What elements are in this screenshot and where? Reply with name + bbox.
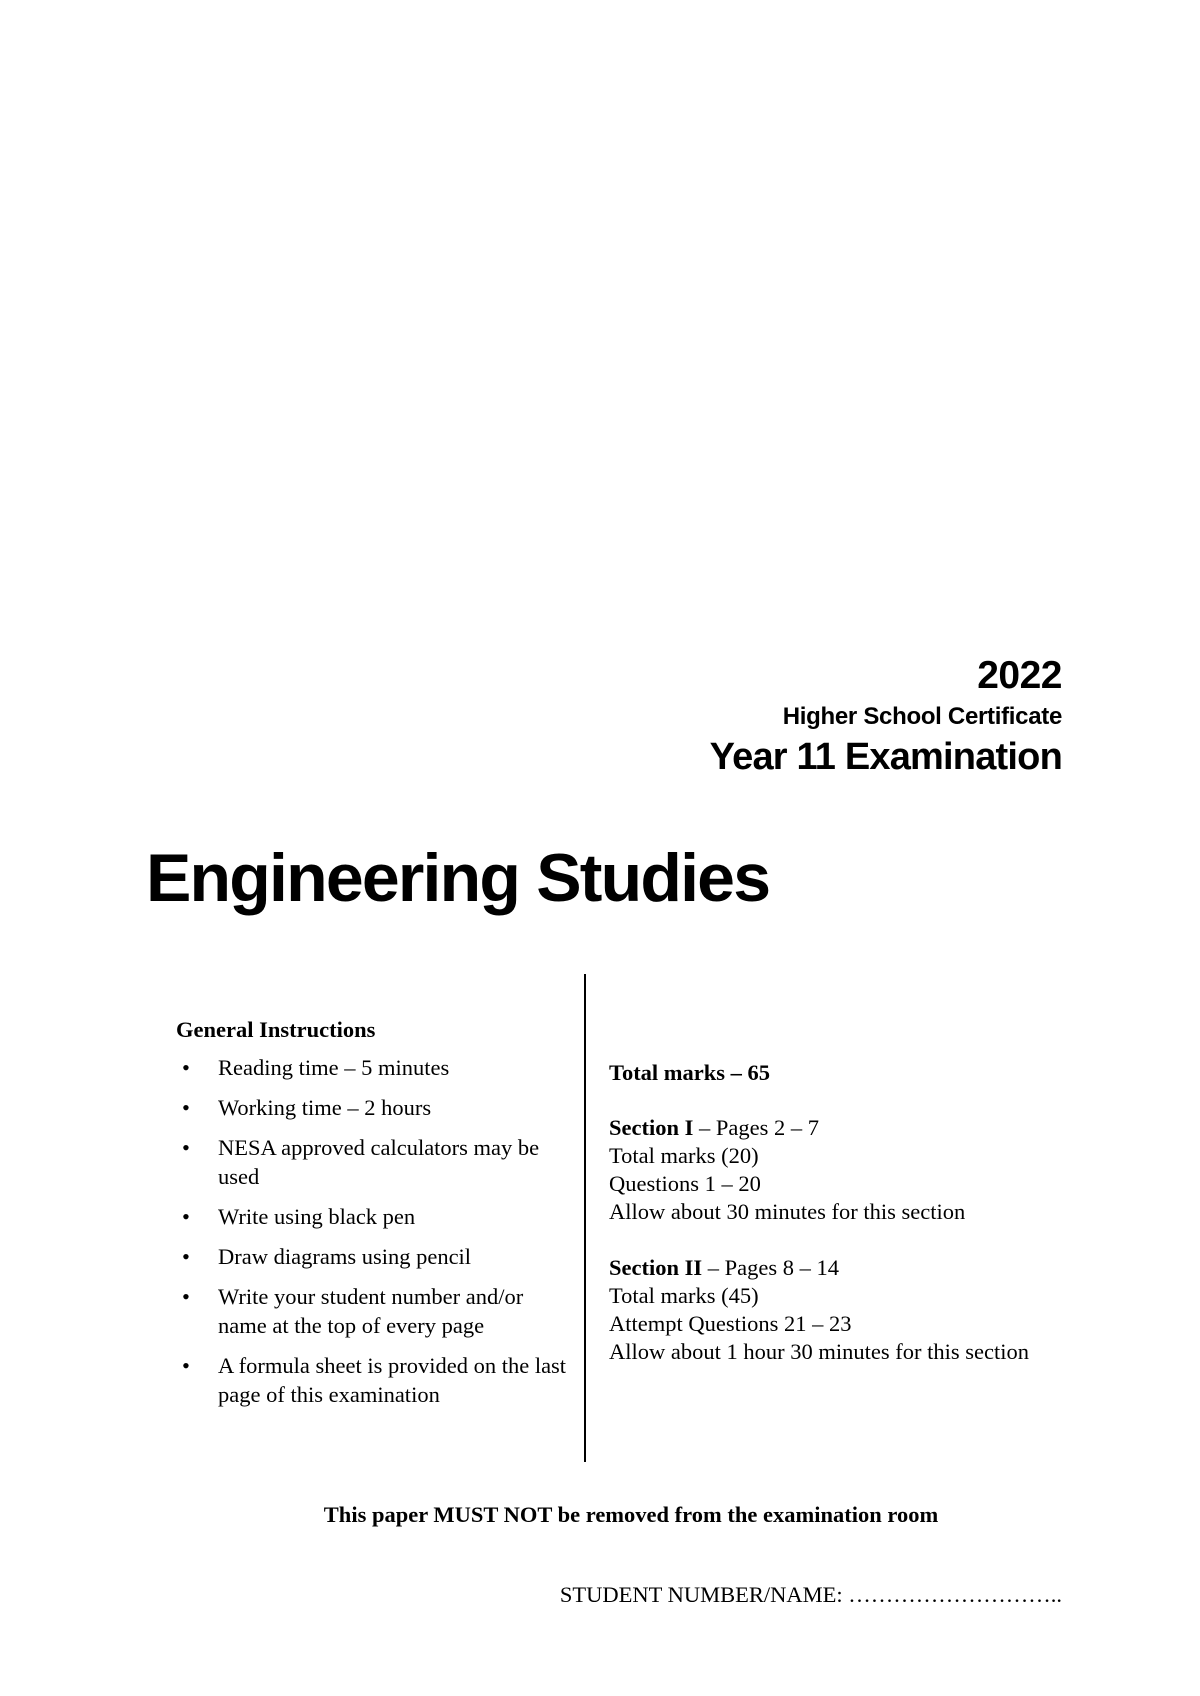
certificate-name: Higher School Certificate: [782, 703, 1062, 730]
subject-title: Engineering Studies: [146, 840, 770, 916]
section-line: Questions 1 – 20: [609, 1171, 761, 1196]
section-pages: – Pages 8 – 14: [702, 1255, 840, 1280]
exam-title: Year 11 Examination: [709, 736, 1062, 778]
instruction-text: Reading time – 5 minutes: [218, 1055, 450, 1080]
column-divider: [584, 974, 586, 1462]
section-name: Section II: [609, 1255, 703, 1280]
list-item: [176, 1202, 576, 1231]
list-item: [176, 1133, 576, 1191]
section-pages: – Pages 2 – 7: [693, 1115, 819, 1140]
bullet-icon: •: [182, 1353, 190, 1378]
section-two-info: [609, 1254, 1089, 1366]
section-line: Total marks (45): [609, 1283, 759, 1308]
bullet-icon: •: [182, 1284, 190, 1309]
exam-year: 2022: [977, 654, 1062, 697]
list-item: [176, 1351, 576, 1409]
section-name: Section I: [609, 1115, 694, 1140]
instruction-text: Write using black pen: [218, 1204, 416, 1229]
section-line: Allow about 1 hour 30 minutes for this section: [609, 1339, 1029, 1364]
total-marks: Total marks – 65: [609, 1060, 771, 1085]
bullet-icon: •: [182, 1095, 190, 1120]
list-item: [176, 1093, 576, 1122]
section-line: Attempt Questions 21 – 23: [609, 1311, 852, 1336]
general-instructions: [176, 1015, 576, 1420]
bullet-icon: •: [182, 1055, 190, 1080]
instructions-list: [176, 1053, 576, 1409]
bullet-icon: •: [182, 1244, 190, 1269]
general-instructions-title: General Instructions: [176, 1017, 376, 1042]
section-heading: [609, 1114, 1089, 1142]
list-item: [176, 1053, 576, 1082]
section-line: Total marks (20): [609, 1143, 759, 1168]
instruction-text: NESA approved calculators may be used: [218, 1135, 540, 1189]
instruction-text: Draw diagrams using pencil: [218, 1244, 472, 1269]
section-heading: [609, 1254, 1089, 1282]
removal-warning: This paper MUST NOT be removed from the examination room: [323, 1502, 939, 1527]
instruction-text: Write your student number and/or name at the top of every page: [218, 1284, 524, 1338]
exam-header: [710, 652, 1062, 780]
section-one-info: [609, 1114, 1089, 1226]
instruction-text: Working time – 2 hours: [218, 1095, 432, 1120]
instruction-text: A formula sheet is provided on the last page of this examination: [218, 1353, 567, 1407]
bullet-icon: •: [182, 1204, 190, 1229]
list-item: [176, 1242, 576, 1271]
bullet-icon: •: [182, 1135, 190, 1160]
section-line: Allow about 30 minutes for this section: [609, 1199, 966, 1224]
student-number-field[interactable]: STUDENT NUMBER/NAME: ………………………..: [559, 1582, 1062, 1607]
list-item: [176, 1282, 576, 1340]
marks-summary: [609, 1059, 1089, 1394]
